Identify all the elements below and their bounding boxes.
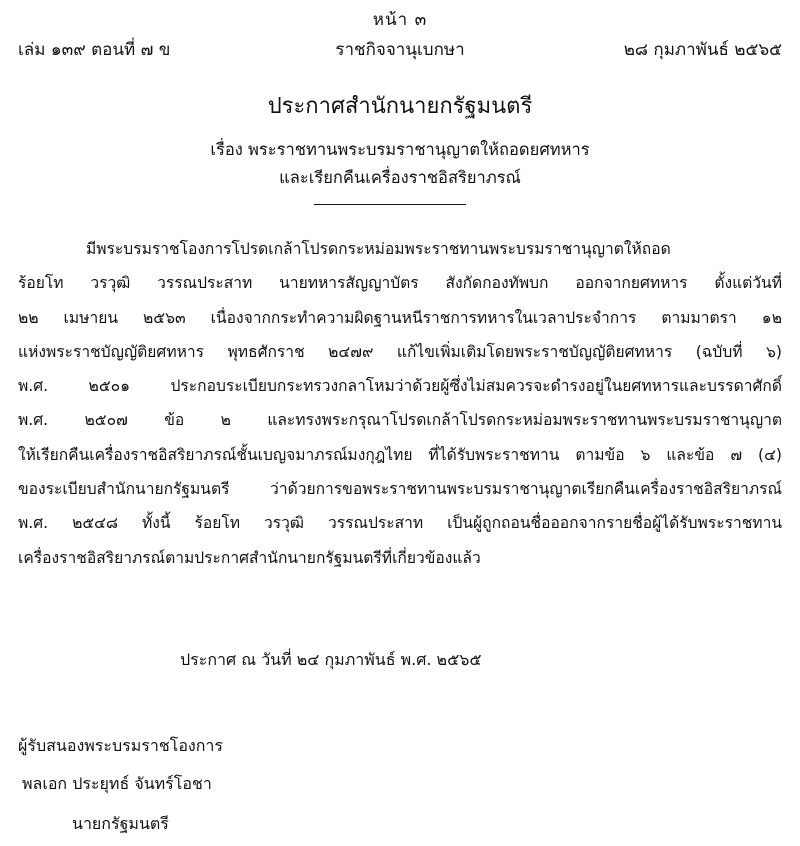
body-line: ๒๒ เมษายน ๒๕๖๓ เนื่องจากกระทำความผิดฐานหนีราชการทหารในเวลาประจำการ ตามมาตรา ๑๒ bbox=[18, 308, 782, 327]
subject-line-2: และเรียกคืนเครื่องราชอิสริยาภรณ์ bbox=[279, 168, 521, 187]
body-line: ร้อยโท วรวุฒิ วรรณประสาท นายทหารสัญญาบัตร สังกัดกองทัพบก ออกจากยศทหาร ตั้งแต่วันที่ bbox=[18, 274, 782, 293]
body-line: แห่งพระราชบัญญัติยศทหาร พุทธศักราช ๒๔๗๙ แก้ไขเพิ่มเติมโดยพระราชบัญญัติยศทหาร (ฉบับที่ ๖) bbox=[18, 342, 782, 361]
body-line: ให้เรียกคืนเครื่องราชอิสริยาภรณ์ชั้นเบญจมาภรณ์มงกุฎไทย ที่ได้รับพระราชทาน ตามข้อ ๖ และข้อ ๗ (๔) bbox=[18, 445, 782, 464]
body-line: เครื่องราชอิสริยาภรณ์ตามประกาศสำนักนายกรัฐมนตรีที่เกี่ยวข้องแล้ว bbox=[18, 548, 481, 567]
body-line: พ.ศ. ๒๕๔๘ ทั้งนี้ ร้อยโท วรวุฒิ วรรณประสาท เป็นผู้ถูกถอนชื่อออกจากรายชื่อผู้ได้รับพระราชทาน bbox=[18, 514, 782, 533]
publication-name: ราชกิจจานุเบกษา bbox=[335, 40, 465, 60]
gazette-header bbox=[18, 36, 782, 64]
volume-issue: เล่ม ๑๓๙ ตอนที่ ๗ ข bbox=[18, 40, 171, 60]
body-line: มีพระบรมราชโองการโปรดเกล้าโปรดกระหม่อมพระราชทานพระบรมราชานุญาตให้ถอด bbox=[86, 240, 671, 258]
document-subject bbox=[0, 136, 800, 192]
announcement-date: ประกาศ ณ วันที่ ๒๔ กุมภาพันธ์ พ.ศ. ๒๕๖๕ bbox=[180, 650, 482, 669]
document-title: ประกาศสำนักนายกรัฐมนตรี bbox=[267, 94, 533, 119]
body-line: พ.ศ. ๒๕๐๑ ประกอบระเบียบกระทรวงกลาโหมว่าด้วยผู้ซึ่งไม่สมควรจะดำรงอยู่ในยศทหารและบรรดาศักดิ์ bbox=[18, 377, 782, 396]
page-number: หน้า ๓ bbox=[372, 10, 428, 30]
publication-date: ๒๘ กุมภาพันธ์ ๒๕๖๕ bbox=[623, 40, 782, 60]
body-paragraph bbox=[18, 232, 782, 575]
body-line: พ.ศ. ๒๕๐๗ ข้อ ๒ และทรงพระกรุณาโปรดเกล้าโปรดกระหม่อมพระราชทานพระบรมราชานุญาต bbox=[18, 411, 782, 430]
signatory-role: ผู้รับสนองพระบรมราชโองการ bbox=[18, 736, 223, 755]
signatory-title: นายกรัฐมนตรี bbox=[72, 814, 169, 833]
title-divider bbox=[314, 204, 466, 205]
body-line: ของระเบียบสำนักนายกรัฐมนตรี ว่าด้วยการขอพระราชทานพระบรมราชานุญาตเรียกคืนเครื่องราชอิสริยาภรณ์ bbox=[18, 480, 782, 499]
signatory-name: พลเอก ประยุทธ์ จันทร์โอชา bbox=[22, 774, 212, 793]
subject-line-1: เรื่อง พระราชทานพระบรมราชานุญาตให้ถอดยศทหาร bbox=[210, 140, 590, 159]
